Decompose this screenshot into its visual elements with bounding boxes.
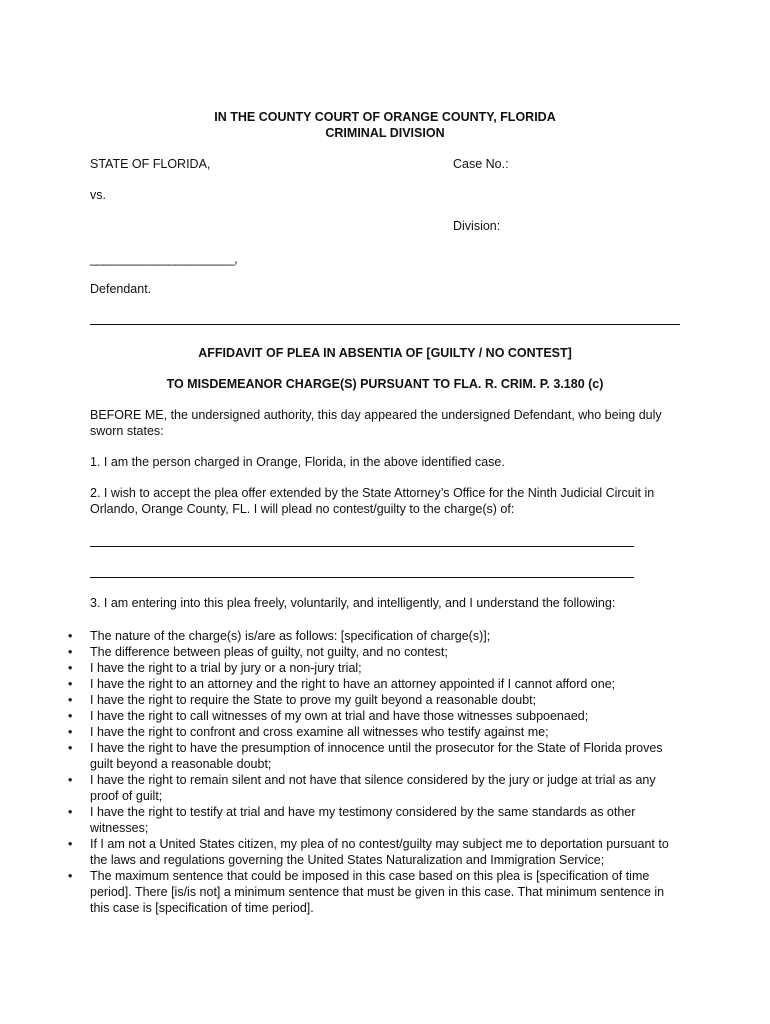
list-item: • I have the right to a trial by jury or a non-jury trial; xyxy=(90,660,670,676)
list-item: • The difference between pleas of guilty, not guilty, and no contest; xyxy=(90,644,670,660)
caption-divider xyxy=(90,324,680,325)
court-name: IN THE COUNTY COURT OF ORANGE COUNTY, FLORIDA xyxy=(214,110,556,124)
list-item: • I have the right to call witnesses of my own at trial and have those witnesses subpoenaed; xyxy=(90,708,670,724)
affidavit-title: AFFIDAVIT OF PLEA IN ABSENTIA OF [GUILTY / NO CONTEST] xyxy=(198,346,572,360)
versus-label: vs. xyxy=(90,188,106,202)
division-label: Division: xyxy=(453,219,501,233)
list-item: • I have the right to require the State to prove my guilt beyond a reasonable doubt; xyxy=(90,692,670,708)
plaintiff-name: STATE OF FLORIDA, xyxy=(90,157,211,171)
defendant-label: Defendant. xyxy=(90,282,152,296)
list-item: • I have the right to remain silent and not have that silence considered by the jury or judge at trial as any proof of guilt; xyxy=(90,772,670,804)
statement-1: 1. I am the person charged in Orange, Florida, in the above identified case. xyxy=(90,455,505,469)
list-item: • I have the right to have the presumption of innocence until the prosecutor for the State of Florida proves guilt beyond a reasonable doubt; xyxy=(90,740,670,772)
case-number-label: Case No.: xyxy=(453,157,509,171)
statement-2: 2. I wish to accept the plea offer extended by the State Attorney’s Office for the Ninth Judicial Circuit in Orlando, Orange County, FL. I will plead no contest/guilty to the charge(s) of: xyxy=(90,486,655,516)
charge-blank-line-2 xyxy=(90,577,634,578)
charge-blank-line-1 xyxy=(90,546,634,547)
defendant-name-blank: ______________________, xyxy=(90,252,238,266)
list-item: • If I am not a United States citizen, my plea of no contest/guilty may subject me to deportation pursuant to the laws and regulations governing the United States Naturalization and Immigration Service; xyxy=(90,836,670,868)
intro-paragraph: BEFORE ME, the undersigned authority, this day appeared the undersigned Defendant, who being duly sworn states: xyxy=(90,408,662,438)
list-item: • I have the right to confront and cross examine all witnesses who testify against me; xyxy=(90,724,670,740)
list-item: • The nature of the charge(s) is/are as follows: [specification of charge(s)]; xyxy=(90,628,670,644)
list-item: • The maximum sentence that could be imposed in this case based on this plea is [specification of time period]. There [is/is not] a minimum sentence that must be given in this case. That minimum sentence in this case is [specification of time period]. xyxy=(90,868,670,916)
division-heading: CRIMINAL DIVISION xyxy=(325,126,445,140)
list-item: • I have the right to an attorney and the right to have an attorney appointed if I cannot afford one; xyxy=(90,676,670,692)
rights-list xyxy=(90,628,670,916)
list-item: • I have the right to testify at trial and have my testimony considered by the same standards as other witnesses; xyxy=(90,804,670,836)
statement-3: 3. I am entering into this plea freely, voluntarily, and intelligently, and I understand the following: xyxy=(90,596,616,610)
affidavit-subtitle: TO MISDEMEANOR CHARGE(S) PURSUANT TO FLA. R. CRIM. P. 3.180 (c) xyxy=(166,377,604,391)
